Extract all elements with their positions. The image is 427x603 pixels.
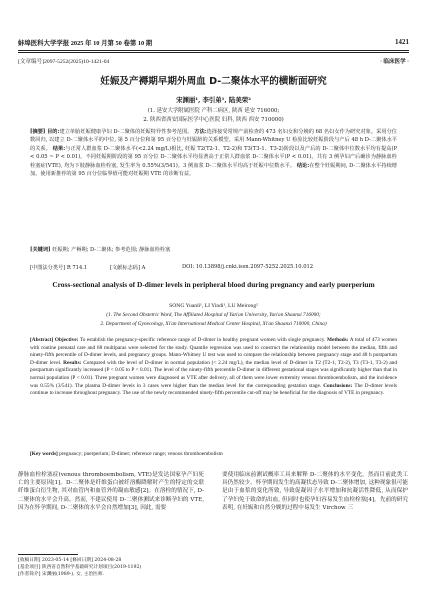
journal-name: 蚌埠医科大学学报 2025 年 10 月第 50 卷第 10 期 — [18, 40, 153, 47]
keywords-en — [30, 451, 397, 457]
keywords-cn — [30, 246, 397, 254]
authors-en: SONG Yuanli¹, LI Yindi¹, LU Meirong² — [169, 303, 258, 309]
objective-cn: 建立单胎妊娠健康孕妇 D-二聚体的妊娠特异性参考范围。 — [59, 129, 193, 135]
objective-label-cn: 目的: — [47, 129, 60, 135]
authors-cn: 宋渊丽¹, 李引弟¹, 陆美荣² — [176, 96, 251, 104]
footnote-rule — [18, 554, 78, 555]
results-cn: 与正常人群血浆 D-二聚体水平(<2.24 mg/L)相比, 妊娠 T2(T2-1、T2-2)和 T3(T3-1、T3-2)阶段以及产后的 D-二聚体中位数水平均有提高(P < 0.05 ~ P < 0.01)。不同妊娠期阶段的第 95 百分位 D-二聚体水平均显著高于正常人群血浆 D-二聚体水平(P < 0.01)。共有 3 例孕妇产后确诊为静脉血栓栓塞症(VTE), 均为下肢静脉血栓栓塞, 发生率为 0.55%(3/541)。3 例血浆 D-二聚体水平均高于妊娠中位数水平。 — [30, 145, 397, 169]
footnote-author-bio: [作者简介] 宋渊丽(1989-), 女, 主治医师. — [18, 572, 105, 577]
affiliation-en-2: 2. Department of Gynecology, Xi'an International Medical Center Hospital, Xi'an Shaanxi 710000, China) — [100, 321, 327, 327]
keywords-text-en: pregnancy; puerperium; D-dimer; reference range; venous thromboembolism — [59, 451, 223, 457]
conclusion-label-en: Conclusions: — [323, 382, 353, 389]
keywords-text-cn: 妊娠期; 产褥期; D-二聚体; 参考范围; 静脉血栓栓塞 — [52, 247, 171, 253]
abstract-en — [30, 337, 397, 398]
conclusion-label-cn: 结论: — [296, 162, 310, 169]
header-rule — [18, 50, 409, 51]
objective-en: To establish the pregnancy-specific reference range of D-dimer in healthy pregnant women with single pregnancy. — [79, 337, 326, 343]
methods-label-en: Methods: — [327, 337, 349, 343]
body-column-left: 静脉血栓栓塞症(venous thromboembolism, VTE)是发达国家孕产妇死亡的主要原因[1]。D-二聚体是纤维蛋白被纤溶酶降解时产生的特定的交联纤维蛋白衍生物, 其对血管内和血管外的凝血敏感[2]。在溶栓的情况下, D-二聚体的水平会升高。然而, 不建议使用 D-二聚体测试来诊断孕妇的 VTE, 因为在怀孕期间, D-二聚体的水平会自然增加[3], 因此, 需要 — [18, 472, 204, 511]
affiliation-cn-2: 2. 陕西省西安国际医学中心医院 妇科, 陕西 西安 710000) — [143, 117, 284, 123]
methods-cn: 选择接受常规产前检查的 473 名妇女和分娩的 68 名妇女作为研究对象。采用分位数回归, 以建立 D-二聚体水平的中位, 第 5 百分位和第 95 百分位与妊娠龄的关系模型。采用 Mann-Whitney U 检验比较妊娠阶段与产后 48 h D-二聚体水平的关系。 — [30, 129, 397, 152]
footnotes — [18, 557, 208, 578]
article-meta — [18, 57, 409, 65]
clc-number: [中图法分类号] R 714.1 — [30, 265, 88, 271]
results-en: Compared with the level of D-dimer in normal population (< 2.24 mg/L), the median level of D-dimer in T2 (T2-1, T2-2), T3 (T3-1, T3-2) and postpartum significantly increased (P < 0.05 to P < 0.01). The level of the ninety-fifth percentile D-dimer in different gestational stages was significantly higher than that in normal population (P < 0.01). Three pregnant women were diagnosed as VTE after delivery, all of them were lower extremity venous thromboembolism, and the incidence was 0.55% (3/541). The plasma D-dimer levels in 3 cases were higher than the median level for the corresponding gestation stage. — [30, 359, 398, 389]
objective-label-en: Objective: — [54, 337, 79, 343]
doi: DOI: 10.13898/j.cnki.issn.2097-5252.2025.10.012 — [182, 264, 314, 270]
methods-label-cn: 方法: — [194, 129, 207, 135]
results-label-cn: 结果: — [52, 145, 66, 152]
methods-en: A total of 473 women with routine prenatal care and 68 multiparas were selected for the study. Quantile regression was used to construct the relationship model between the median, fifth and ninety-fifth percentile of D-dimer levels, and pregnancy groups. Mann-Whitney U test was used to compare the relationship between pregnancy stage and 48 h postpartum D-dimer level. — [30, 337, 397, 366]
article-number: [文章编号]2097-5252(2025)10-1421-04 — [18, 59, 110, 65]
keywords-label-en: [Key words] — [30, 451, 58, 457]
running-header — [18, 38, 409, 50]
body-column-right: 要使用临床前测试概率工具来解释 D-二聚体的水平变化。然而目前此类工具仍然较少。怀孕期间发生的高凝状态导致 D-二聚体增加, 这种现象很可能是由于血浆的变化所致, 导致促凝因子水平增加和抗凝活性降低, 从而保护了孕妇免于致命的出血, 但同时也使孕妇容易发生血栓栓塞[4]。先前的研究表明, 在妊娠和自然分娩的过程中易发生 Virchow 三 — [222, 472, 408, 511]
abstract-cn-label: [摘要] — [30, 129, 46, 135]
results-label-en: Results: — [63, 359, 82, 366]
affiliation-en-1: (1. The Second Obstetric Ward, The Affiliated Hospital of Yan'an University, Yan'an Shaanxi 716000; — [106, 312, 321, 318]
conclusion-cn: 在整个妊娠期间, D-二聚体水平持续增加。使用新推荐的第 95 百分位临界值可能对妊娠期 VTE 的诊断有益。 — [30, 162, 397, 178]
abstract-cn — [30, 128, 397, 178]
conclusion-en: The D-dimer levels continue to increase throughout pregnancy. The use of the newly recommended ninety-fifth percentile cut-off may be beneficial for the diagnosis of VTE in pregnancy. — [30, 382, 398, 397]
page-number: 1421 — [395, 38, 409, 46]
document-code: [文献标志码] A — [110, 265, 146, 271]
affiliation-cn-1: (1. 延安大学附属医院 产科二病区, 陕西 延安 716000; — [147, 108, 280, 114]
keywords-label-cn: [关键词] — [30, 247, 51, 253]
article-title-cn: 妊娠及产褥期早期外周血 D-二聚体水平的横断面研究 — [100, 76, 327, 87]
footnote-dates: [收稿日期] 2023-05-14 [修回日期] 2024-08-28 — [18, 558, 122, 563]
article-title-en: Cross-sectional analysis of D-dimer levels in peripheral blood during pregnancy and early puerperium — [52, 280, 375, 289]
header-rule-thin — [18, 52, 409, 53]
column-label: · 临床医学 · — [380, 59, 409, 65]
footnote-funding: [基金项目] 陕西省自然科学基础研究计划项目(2019-1192) — [18, 565, 142, 570]
abstract-en-label: [Abstract] — [30, 337, 54, 343]
